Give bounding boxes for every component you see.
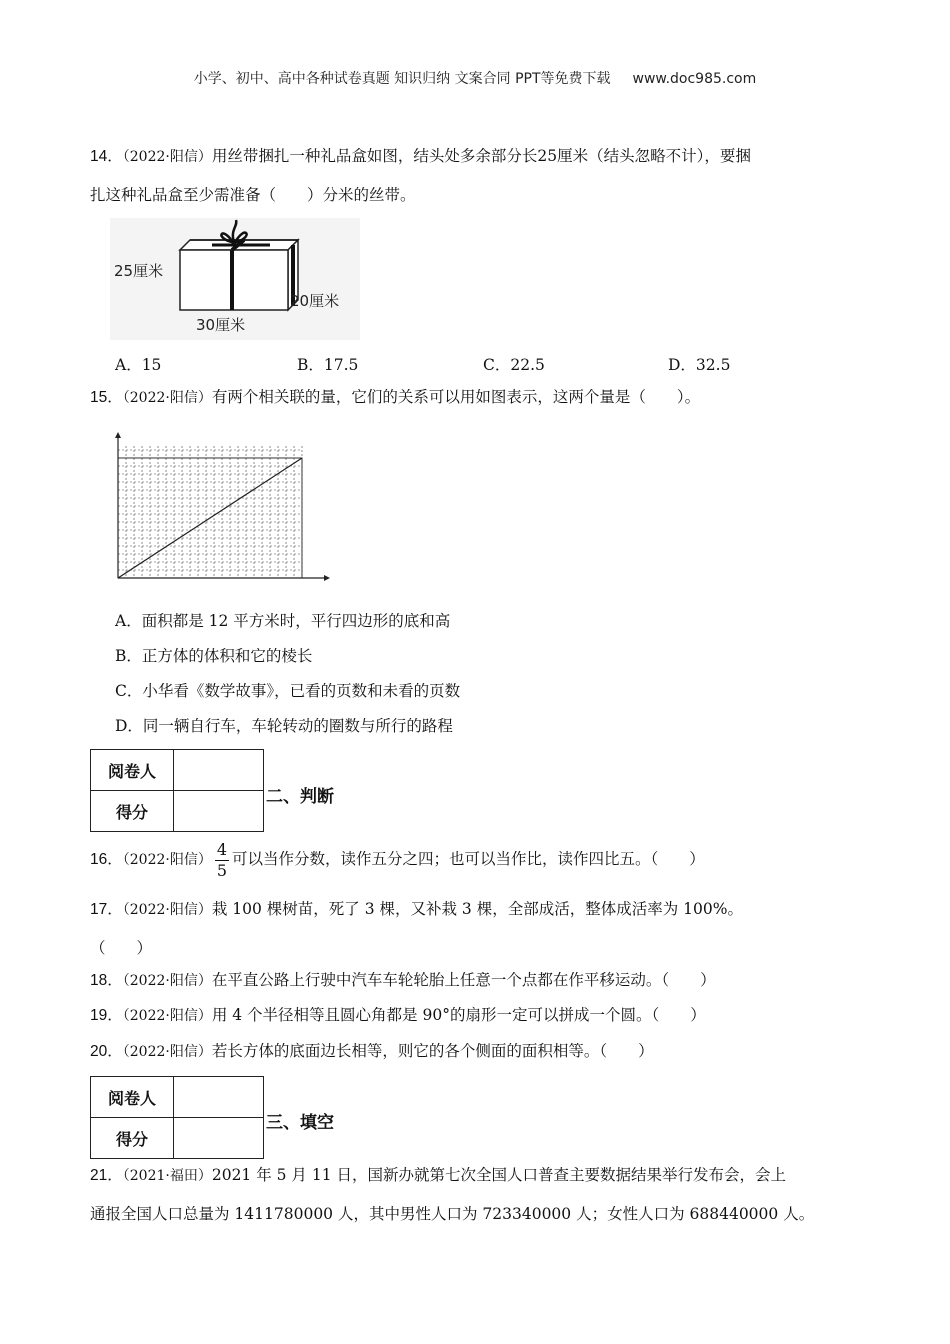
q16-fraction <box>215 839 229 880</box>
q17-source: （2022·阳信） <box>122 902 212 918</box>
score-table-1 <box>90 749 264 832</box>
q15-option-b[interactable]: B．正方体的体积和它的棱长 <box>115 647 313 665</box>
proportional-graph <box>108 430 330 586</box>
label-width: 20厘米 <box>290 292 340 310</box>
q19-number: 19． <box>90 1007 123 1024</box>
reviewer-cell[interactable] <box>174 750 264 791</box>
question-21 <box>90 1156 860 1233</box>
score-table-2 <box>90 1076 264 1159</box>
q21-line2: 通报全国人口总量为 1411780000 人，其中男性人口为 723340000 人；女性人口为 688440000 人。 <box>90 1205 815 1223</box>
q19-source: （2022·阳信） <box>122 1008 212 1024</box>
q18-text: 在平直公路上行驶中汽车车轮轮胎上任意一个点都在作平移运动。（ ） <box>211 971 716 989</box>
y-axis-arrow <box>115 432 121 438</box>
q14-source: （2022·阳信） <box>122 149 212 165</box>
score-cell-2[interactable] <box>174 1118 264 1159</box>
q14-option-d[interactable]: D．32.5 <box>668 356 731 374</box>
question-17 <box>90 890 860 967</box>
question-20 <box>90 1032 860 1071</box>
q14-option-a[interactable]: A．15 <box>115 356 162 374</box>
q18-source: （2022·阳信） <box>122 973 212 989</box>
score-label-2: 得分 <box>91 1118 174 1159</box>
reviewer-label: 阅卷人 <box>91 750 174 791</box>
q21-line1: 2021 年 5 月 11 日，国新办就第七次全国人口普查主要数据结果举行发布会，会上 <box>211 1166 787 1184</box>
q17-text: 栽 100 棵树苗，死了 3 棵，又补栽 3 棵，全部成活，整体成活率为 100%。 <box>211 900 743 918</box>
q19-text: 用 4 个半径相等且圆心角都是 90°的扇形一定可以拼成一个圆。（ ） <box>211 1006 706 1024</box>
question-14 <box>90 137 860 214</box>
question-19 <box>90 996 860 1035</box>
question-16 <box>90 840 860 879</box>
section-2-title: 二、判断 <box>266 787 334 807</box>
q15-option-a[interactable]: A．面积都是 12 平方米时，平行四边形的底和高 <box>115 612 451 630</box>
q17-blank[interactable]: （ ） <box>90 939 153 957</box>
reviewer-cell-2[interactable] <box>174 1077 264 1118</box>
header-text: 小学、初中、高中各种试卷真题 知识归纳 文案合同 PPT等免费下载 <box>193 71 611 87</box>
fraction-denominator: 5 <box>216 860 228 880</box>
q14-option-b[interactable]: B．17.5 <box>297 356 359 374</box>
q14-line2: 扎这种礼品盒至少需准备（ ）分米的丝带。 <box>90 186 416 204</box>
header-url[interactable]: www.doc985.com <box>632 71 757 87</box>
q14-number: 14． <box>90 148 123 165</box>
label-length: 30厘米 <box>196 316 246 334</box>
graph-grid <box>118 446 302 578</box>
score-cell[interactable] <box>174 791 264 832</box>
q15-option-d[interactable]: D．同一辆自行车，车轮转动的圈数与所行的路程 <box>115 717 453 735</box>
q14-option-c[interactable]: C．22.5 <box>483 356 545 374</box>
reviewer-label-2: 阅卷人 <box>91 1077 174 1118</box>
q18-number: 18． <box>90 972 123 989</box>
section-3-title: 三、填空 <box>266 1113 334 1133</box>
q20-text: 若长方体的底面边长相等，则它的各个侧面的面积相等。（ ） <box>211 1042 654 1060</box>
label-height: 25厘米 <box>114 262 164 280</box>
q15-option-c[interactable]: C．小华看《数学故事》，已看的页数和未看的页数 <box>115 682 461 700</box>
score-label: 得分 <box>91 791 174 832</box>
q15-source: （2022·阳信） <box>122 390 212 406</box>
q16-source: （2022·阳信） <box>122 852 212 868</box>
fraction-numerator: 4 <box>216 839 228 859</box>
question-18 <box>90 961 860 1000</box>
q16-number: 16． <box>90 851 123 868</box>
q15-text: 有两个相关联的量，它们的关系可以用如图表示，这两个量是（ ）。 <box>211 388 701 406</box>
q15-number: 15． <box>90 389 123 406</box>
page-header <box>0 68 950 88</box>
x-axis-arrow <box>324 575 330 581</box>
graph-line <box>118 458 302 578</box>
q17-number: 17． <box>90 901 123 918</box>
q20-source: （2022·阳信） <box>122 1044 212 1060</box>
q20-number: 20． <box>90 1043 123 1060</box>
q21-number: 21． <box>90 1167 123 1184</box>
q16-text: 可以当作分数，读作五分之四；也可以当作比，读作四比五。（ ） <box>232 850 705 868</box>
gift-box-figure <box>110 218 360 340</box>
q14-line1: 用丝带捆扎一种礼品盒如图，结头处多余部分长25厘米（结头忽略不计），要捆 <box>211 147 751 165</box>
q21-source: （2021·福田） <box>122 1168 212 1184</box>
question-15 <box>90 378 860 417</box>
